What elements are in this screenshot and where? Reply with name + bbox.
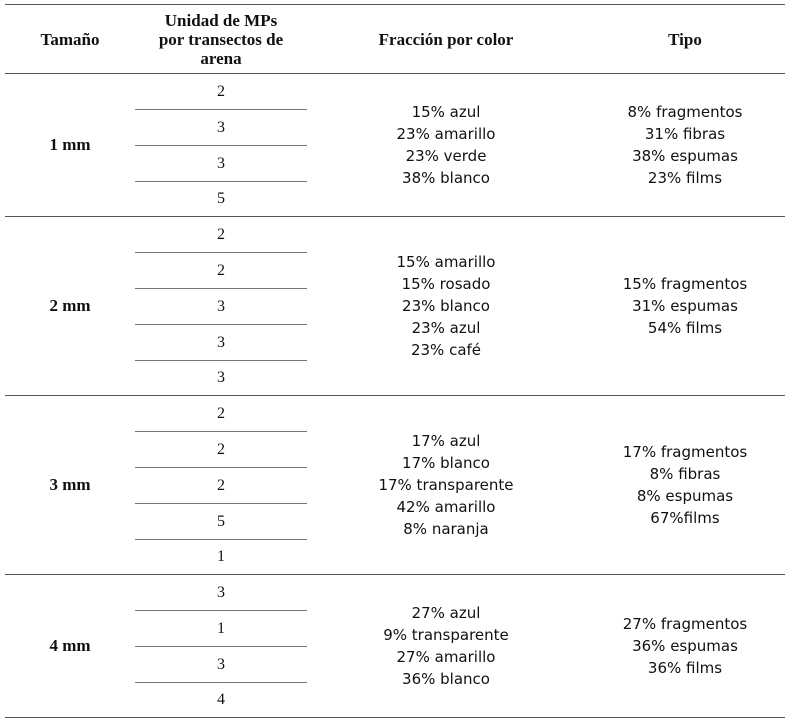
type-line: 8% espumas xyxy=(636,487,734,505)
size-cell: 4 mm xyxy=(49,636,91,655)
header-color: Fracción por color xyxy=(378,29,514,49)
type-cell xyxy=(585,575,785,717)
color-line: 15% rosado xyxy=(401,275,491,293)
type-line: 67%films xyxy=(650,509,720,527)
color-line: 23% amarillo xyxy=(396,125,496,143)
unit-cell: 1 xyxy=(217,548,225,565)
color-line: 23% verde xyxy=(405,147,487,165)
header-units-line3: arena xyxy=(200,48,242,68)
table-bottom-rule xyxy=(5,717,785,718)
color-line: 38% blanco xyxy=(402,169,490,187)
color-cell xyxy=(307,74,585,216)
unit-cell: 4 xyxy=(217,691,225,708)
unit-cell: 3 xyxy=(217,118,225,136)
type-cell xyxy=(585,217,785,395)
size-cell: 3 mm xyxy=(49,475,91,494)
data-table xyxy=(5,0,785,721)
type-line: 15% fragmentos xyxy=(622,275,748,293)
color-line: 36% blanco xyxy=(402,670,490,688)
type-cell xyxy=(585,396,785,574)
unit-cell: 1 xyxy=(217,619,225,637)
unit-cell: 3 xyxy=(217,583,225,601)
type-line: 31% espumas xyxy=(632,297,738,315)
header-units xyxy=(135,5,307,73)
unit-cell: 3 xyxy=(217,333,225,351)
header-size: Tamaño xyxy=(40,29,100,49)
unit-cell: 2 xyxy=(217,404,225,422)
type-line: 27% fragmentos xyxy=(622,615,748,633)
color-cell xyxy=(307,217,585,395)
size-cell: 2 mm xyxy=(49,296,91,315)
type-line: 8% fragmentos xyxy=(627,103,743,121)
header-units-line2: por transectos de xyxy=(158,29,284,49)
unit-cell: 5 xyxy=(217,190,225,207)
color-line: 42% amarillo xyxy=(396,498,496,516)
unit-cell: 2 xyxy=(217,440,225,458)
unit-cell: 2 xyxy=(217,261,225,279)
type-line: 17% fragmentos xyxy=(622,443,748,461)
color-line: 17% blanco xyxy=(402,454,490,472)
color-line: 23% azul xyxy=(411,319,481,337)
unit-cell: 2 xyxy=(217,476,225,494)
color-cell xyxy=(307,575,585,717)
color-line: 23% café xyxy=(410,341,482,359)
color-line: 17% transparente xyxy=(378,476,514,494)
unit-cell: 3 xyxy=(217,297,225,315)
type-line: 38% espumas xyxy=(632,147,738,165)
color-line: 27% azul xyxy=(411,604,481,622)
color-line: 23% blanco xyxy=(402,297,490,315)
color-line: 15% amarillo xyxy=(396,253,496,271)
unit-cell: 5 xyxy=(217,512,225,530)
header-units-line1: Unidad de MPs xyxy=(164,10,278,30)
color-line: 15% azul xyxy=(411,103,481,121)
color-line: 17% azul xyxy=(411,432,481,450)
color-line: 27% amarillo xyxy=(396,648,496,666)
size-cell: 1 mm xyxy=(49,135,91,154)
type-line: 23% films xyxy=(647,169,723,187)
type-line: 36% espumas xyxy=(632,637,738,655)
type-line: 31% fibras xyxy=(644,125,726,143)
unit-cell: 2 xyxy=(217,225,225,243)
type-line: 54% films xyxy=(647,319,723,337)
type-line: 8% fibras xyxy=(649,465,721,483)
color-line: 9% transparente xyxy=(383,626,509,644)
color-cell xyxy=(307,396,585,574)
unit-cell: 3 xyxy=(217,655,225,673)
header-type: Tipo xyxy=(668,29,702,49)
type-line: 36% films xyxy=(647,659,723,677)
type-cell xyxy=(585,74,785,216)
unit-cell: 3 xyxy=(217,369,225,386)
color-line: 8% naranja xyxy=(403,520,489,538)
unit-cell: 2 xyxy=(217,82,225,100)
unit-cell: 3 xyxy=(217,154,225,172)
